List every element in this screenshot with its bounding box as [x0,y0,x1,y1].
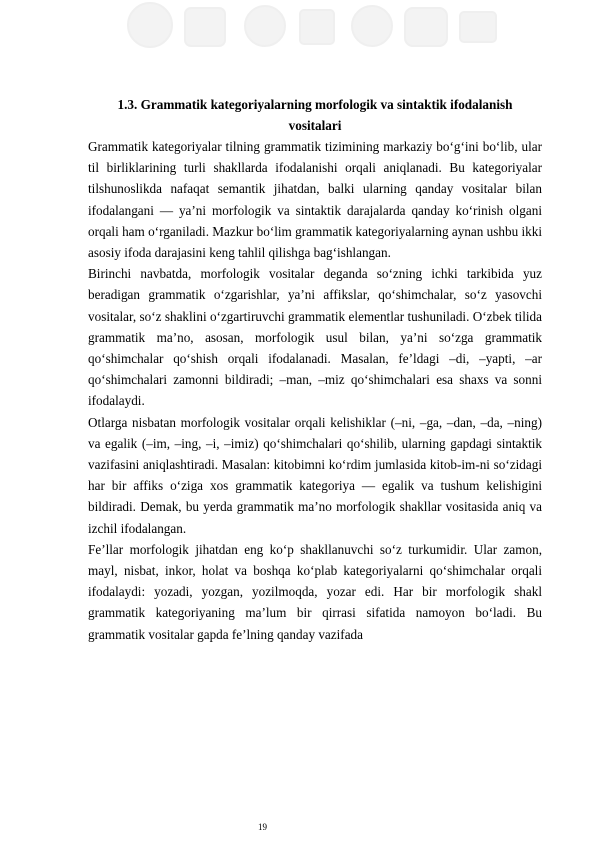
paragraph: Otlarga nisbatan morfologik vositalar orqali kelishiklar (–ni, –ga, –dan, –da, –ning) va egalik (–im, –ing, –i, –imiz) qo‘shimchalari qo‘shilib, ularning gapdagi sintaktik vazifasini aniqlashtiradi. Masalan: kitobimni ko‘rdim jumlasida kitob-im-ni so‘zidagi har bir affiks o‘ziga xos grammatik kategoriya — egalik va tushum kelishigini bildiradi. Demak, bu yerda grammatik ma’no morfologik shakllar vositasida aniq va izchil ifodalangan. [88,414,542,536]
section-heading [88,94,542,136]
paragraph: Birinchi navbatda, morfologik vositalar deganda so‘zning ichki tarkibida yuz beradigan grammatik o‘zgarishlar, ya’ni affikslar, qo‘shimchalar, so‘z yasovchi vositalar, so‘z shaklini o‘zgartiruvchi grammatik elementlar tushuniladi. O‘zbek tilida grammatik ma’no, asosan, morfologik usul bilan, ya’ni so‘zga grammatik qo‘shimchalar qo‘shish orqali ifodalanadi. Masalan, fe’ldagi –di, –yapti, –ar qo‘shimchalari zamonni bildiradi; –man, –miz qo‘shimchalari esa shaxs va sonni ifodalaydi. [88,266,542,409]
watermark-logo [0,0,595,80]
page-number: 19 [258,822,267,832]
section-heading-line-2: vositalari [288,118,342,133]
paragraph: Grammatik kategoriyalar tilning grammatik tizimining markaziy bo‘g‘ini bo‘lib, ular til birliklarining turli shakllarda ifodalanishi orqali aniqlanadi. Bu kategoriyalar tilshunoslikda nafaqat semantik jihatdan, balki ularning qanday vositalar bilan ifodalangani — ya’ni morfologik va sintaktik darajalarda qanday ko‘rinish olgani orqali ham o‘rganiladi. Mazkur bo‘lim grammatik kategoriyalarning aynan ushbu ikki asosiy ifoda darajasini keng tahlil qilishga bag‘ishlangan. [88,139,542,261]
document-body [88,94,542,645]
paragraph: Fe’llar morfologik jihatdan eng ko‘p shakllanuvchi so‘z turkumidir. Ular zamon, mayl, nisbat, inkor, holat va boshqa ko‘plab kategoriyalarni qo‘shimchalar orqali ifodalaydi: yozadi, yozgan, yozilmoqda, yozar edi. Har bir morfologik shakl grammatik kategoriyaning ma’lum bir qirrasi sifatida namoyon bo‘ladi. Bu grammatik vositalar gapda fe’lning qanday vazifada [88,541,542,642]
section-heading-line-1: 1.3. Grammatik kategoriyalarning morfologik va sintaktik ifodalanish [117,97,513,112]
